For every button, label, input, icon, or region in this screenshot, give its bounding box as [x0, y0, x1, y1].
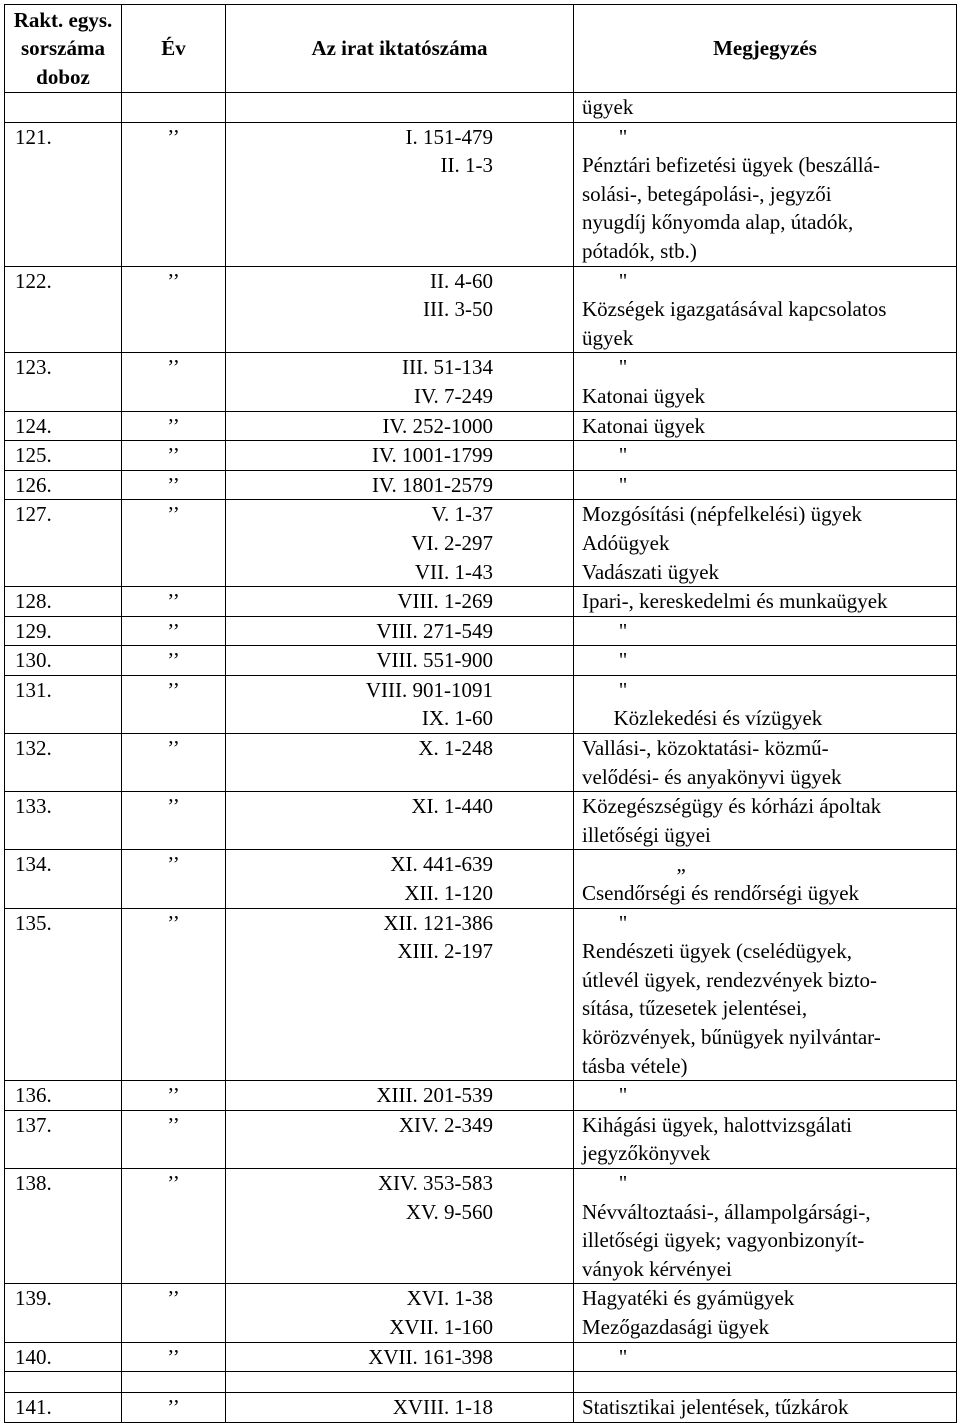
cell-doboz: 129.: [5, 616, 122, 646]
cell-megjegyzes: " Rendészeti ügyek (cselédügyek, útlevél ügyek, rendezvények bizto- sítása, tűzesetek jelentései, körözvények, bűnügyek nyilvántar- tásba vétele): [574, 908, 957, 1081]
cell-megjegyzes: Közegészségügy és kórházi ápoltak illetőségi ügyei: [574, 792, 957, 850]
cell-ev: ’’: [122, 646, 226, 676]
cell-ev: ’’: [122, 353, 226, 411]
cell-doboz: 133.: [5, 792, 122, 850]
cell-ev: ’’: [122, 587, 226, 617]
cell-doboz: 137.: [5, 1110, 122, 1168]
cell-megjegyzes: ": [574, 441, 957, 471]
cell-ev: ’’: [122, 122, 226, 266]
cell-doboz: 123.: [5, 353, 122, 411]
header-irat: Az irat iktatószáma: [226, 5, 574, 93]
header-doboz: Rakt. egys. sorszáma doboz: [5, 5, 122, 93]
table-row: [5, 792, 957, 850]
cell-doboz: [5, 1372, 122, 1393]
cell-doboz: 134.: [5, 850, 122, 908]
cell-megjegyzes: " Pénztári befizetési ügyek (beszállá- solási-, betegápolási-, jegyzői nyugdíj kőnyomda alap, útadók, pótadók, stb.): [574, 122, 957, 266]
cell-irat: IV. 1801-2579: [226, 470, 574, 500]
cell-doboz: 135.: [5, 908, 122, 1081]
cell-megjegyzes: Statisztikai jelentések, tűzkárok: [574, 1393, 957, 1423]
table-row: [5, 1393, 957, 1423]
cell-doboz: 138.: [5, 1168, 122, 1283]
table-header: [5, 5, 957, 93]
table-row: [5, 850, 957, 908]
cell-ev: ’’: [122, 1284, 226, 1342]
cell-irat: VIII. 271-549: [226, 616, 574, 646]
cell-irat: XVIII. 1-18: [226, 1393, 574, 1423]
table-row: [5, 93, 957, 123]
header-ev: Év: [122, 5, 226, 93]
cell-ev: ’’: [122, 616, 226, 646]
cell-doboz: [5, 93, 122, 123]
cell-ev: ’’: [122, 908, 226, 1081]
cell-megjegyzes: ": [574, 470, 957, 500]
table-row: [5, 411, 957, 441]
table-row: [5, 908, 957, 1081]
cell-ev: ’’: [122, 441, 226, 471]
table-row: [5, 353, 957, 411]
cell-ev: [122, 93, 226, 123]
cell-irat: [226, 93, 574, 123]
cell-irat: XIV. 2-349: [226, 1110, 574, 1168]
table-row: [5, 616, 957, 646]
cell-irat: VIII. 901-1091 IX. 1-60: [226, 675, 574, 733]
cell-irat: XVI. 1-38 XVII. 1-160: [226, 1284, 574, 1342]
cell-ev: [122, 1372, 226, 1393]
table-row: [5, 1168, 957, 1283]
table-row: [5, 1110, 957, 1168]
cell-megjegyzes: [574, 1372, 957, 1393]
table-row: [5, 1284, 957, 1342]
table-row: [5, 734, 957, 792]
cell-doboz: 132.: [5, 734, 122, 792]
cell-ev: ’’: [122, 1393, 226, 1423]
table-row: [5, 587, 957, 617]
cell-megjegyzes: ": [574, 616, 957, 646]
table-body: [5, 93, 957, 1423]
cell-doboz: 125.: [5, 441, 122, 471]
table-row: [5, 122, 957, 266]
cell-doboz: 140.: [5, 1342, 122, 1372]
cell-ev: ’’: [122, 1342, 226, 1372]
table-row: [5, 266, 957, 353]
header-megjegyzes: Megjegyzés: [574, 5, 957, 93]
cell-megjegyzes: " Névváltoztaási-, állampolgársági-, illetőségi ügyek; vagyonbizonyít- ványok kérvényei: [574, 1168, 957, 1283]
cell-ev: ’’: [122, 1168, 226, 1283]
table-row: [5, 675, 957, 733]
cell-ev: ’’: [122, 500, 226, 587]
cell-megjegyzes: Hagyatéki és gyámügyek Mezőgazdasági ügyek: [574, 1284, 957, 1342]
cell-ev: ’’: [122, 470, 226, 500]
cell-doboz: 141.: [5, 1393, 122, 1423]
cell-megjegyzes: Kihágási ügyek, halottvizsgálati jegyzőkönyvek: [574, 1110, 957, 1168]
cell-irat: X. 1-248: [226, 734, 574, 792]
cell-irat: XIV. 353-583 XV. 9-560: [226, 1168, 574, 1283]
cell-ev: ’’: [122, 1081, 226, 1111]
cell-irat: XIII. 201-539: [226, 1081, 574, 1111]
cell-megjegyzes: Katonai ügyek: [574, 411, 957, 441]
table-row: [5, 1372, 957, 1393]
table-row: [5, 646, 957, 676]
cell-irat: XII. 121-386 XIII. 2-197: [226, 908, 574, 1081]
cell-doboz: 130.: [5, 646, 122, 676]
cell-irat: VIII. 551-900: [226, 646, 574, 676]
cell-ev: ’’: [122, 850, 226, 908]
cell-ev: ’’: [122, 1110, 226, 1168]
cell-irat: I. 151-479 II. 1-3: [226, 122, 574, 266]
cell-doboz: 126.: [5, 470, 122, 500]
cell-irat: XI. 1-440: [226, 792, 574, 850]
cell-irat: IV. 252-1000: [226, 411, 574, 441]
cell-irat: VIII. 1-269: [226, 587, 574, 617]
cell-irat: [226, 1372, 574, 1393]
cell-megjegyzes: " Községek igazgatásával kapcsolatos ügyek: [574, 266, 957, 353]
cell-irat: V. 1-37 VI. 2-297 VII. 1-43: [226, 500, 574, 587]
cell-megjegyzes: Vallási-, közoktatási- közmű- velődési- és anyakönyvi ügyek: [574, 734, 957, 792]
cell-megjegyzes: ": [574, 646, 957, 676]
cell-megjegyzes: " Katonai ügyek: [574, 353, 957, 411]
cell-irat: XVII. 161-398: [226, 1342, 574, 1372]
cell-megjegyzes: ": [574, 1342, 957, 1372]
cell-doboz: 124.: [5, 411, 122, 441]
cell-irat: III. 51-134 IV. 7-249: [226, 353, 574, 411]
cell-ev: ’’: [122, 792, 226, 850]
cell-doboz: 139.: [5, 1284, 122, 1342]
cell-doboz: 127.: [5, 500, 122, 587]
cell-doboz: 122.: [5, 266, 122, 353]
cell-megjegyzes: ": [574, 1081, 957, 1111]
cell-megjegyzes: Ipari-, kereskedelmi és munkaügyek: [574, 587, 957, 617]
table-row: [5, 500, 957, 587]
table-row: [5, 1342, 957, 1372]
cell-megjegyzes: Mozgósítási (népfelkelési) ügyek Adóügyek Vadászati ügyek: [574, 500, 957, 587]
table-row: [5, 470, 957, 500]
cell-ev: ’’: [122, 734, 226, 792]
cell-doboz: 136.: [5, 1081, 122, 1111]
cell-megjegyzes: " Közlekedési és vízügyek: [574, 675, 957, 733]
cell-doboz: 131.: [5, 675, 122, 733]
cell-megjegyzes: „ Csendőrségi és rendőrségi ügyek: [574, 850, 957, 908]
archive-inventory-table: [4, 4, 957, 1423]
table-row: [5, 1081, 957, 1111]
table-row: [5, 441, 957, 471]
cell-irat: IV. 1001-1799: [226, 441, 574, 471]
cell-ev: ’’: [122, 675, 226, 733]
cell-irat: II. 4-60 III. 3-50: [226, 266, 574, 353]
cell-ev: ’’: [122, 411, 226, 441]
cell-megjegyzes: ügyek: [574, 93, 957, 123]
cell-ev: ’’: [122, 266, 226, 353]
cell-doboz: 128.: [5, 587, 122, 617]
cell-doboz: 121.: [5, 122, 122, 266]
cell-irat: XI. 441-639 XII. 1-120: [226, 850, 574, 908]
